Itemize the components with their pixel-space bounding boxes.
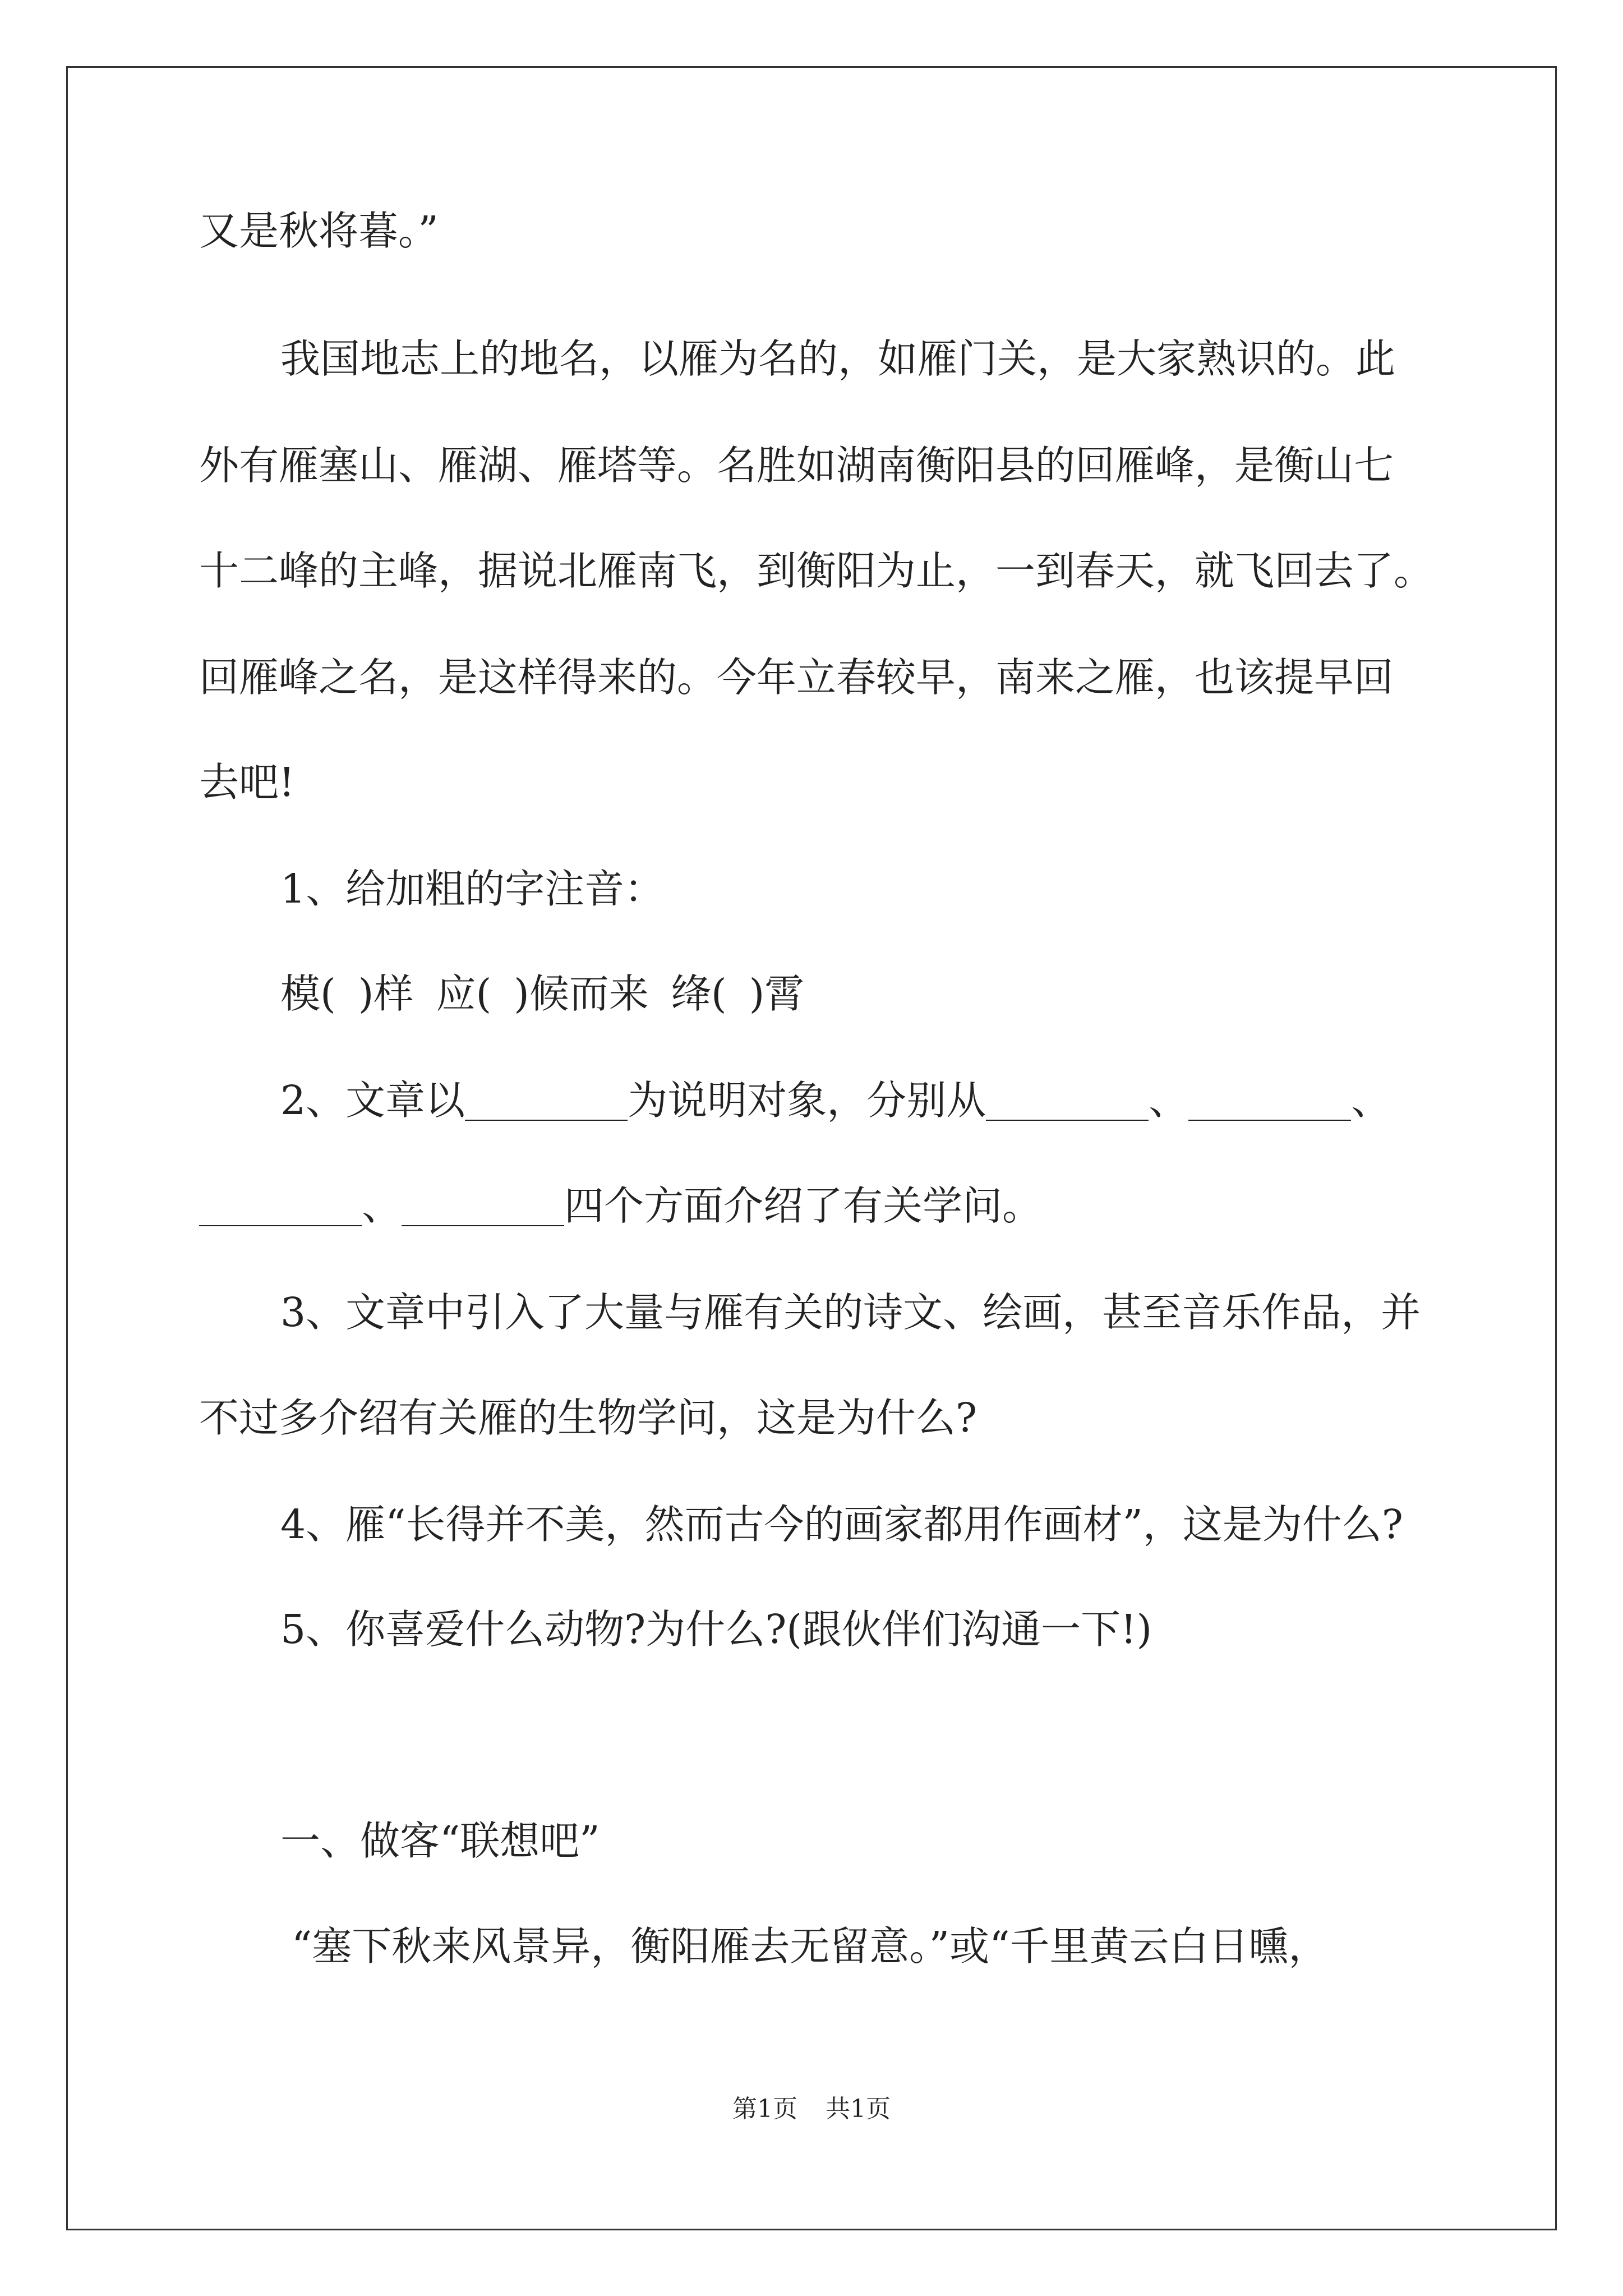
answer-blank-2[interactable] [986, 1120, 1149, 1121]
q2-start: 2、文章以 [280, 1077, 465, 1124]
q2-mid: 为说明对象，分别从 [628, 1077, 986, 1124]
item-a-rest: 样 [374, 970, 414, 1017]
question-2-line-2 [199, 1178, 1042, 1234]
item-b-char: 应 [436, 970, 476, 1017]
answer-blank-1[interactable] [465, 1120, 628, 1121]
answer-blank-3[interactable] [1188, 1120, 1351, 1121]
question-4: 4、雁“长得并不美，然而古今的画家都用作画材”，这是为什么? [280, 1501, 1403, 1548]
body-line-2: 我国地志上的地名，以雁为名的，如雁门关，是大家熟识的。此 [280, 335, 1396, 382]
q2-sep-3: 、 [362, 1182, 402, 1229]
page-total: 共1页 [826, 2095, 891, 2123]
item-b-rest: 候而来 [529, 970, 649, 1017]
section-text: “塞下秋来风景异，衡阳雁去无留意。”或“千里黄云白日曛， [292, 1923, 1329, 1970]
item-a-close: ) [358, 970, 374, 1017]
q2-sep-2: 、 [1351, 1077, 1391, 1124]
page-border [66, 66, 1557, 2230]
item-b-close: ) [514, 970, 529, 1017]
question-3-line-1: 3、文章中引入了大量与雁有关的诗文、绘画，甚至音乐作品，并 [280, 1289, 1421, 1336]
item-a-char: 模 [280, 970, 321, 1017]
item-a-open: ( [320, 970, 336, 1017]
page-footer [0, 2092, 1623, 2126]
page-number: 第1页 [732, 2095, 797, 2123]
section-title: 一、做客“联想吧” [280, 1818, 600, 1864]
body-line-6: 去吧! [199, 759, 295, 806]
body-line-4: 十二峰的主峰，据说北雁南飞，到衡阳为止，一到春天，就飞回去了。 [199, 547, 1434, 594]
body-line-5: 回雁峰之名，是这样得来的。今年立春较早，南来之雁，也该提早回 [199, 654, 1394, 701]
item-c-char: 绛 [671, 970, 711, 1017]
answer-blank-4[interactable] [199, 1225, 362, 1226]
body-line-3: 外有雁塞山、雁湖、雁塔等。名胜如湖南衡阳县的回雁峰，是衡山七 [199, 442, 1394, 489]
item-b-open: ( [476, 970, 492, 1017]
q2-end: 四个方面介绍了有关学问。 [564, 1182, 1043, 1229]
body-line-1: 又是秋将暮。” [199, 208, 439, 254]
answer-blank-5[interactable] [402, 1225, 564, 1226]
question-2-line-1 [280, 1073, 1391, 1129]
q2-sep-1: 、 [1149, 1077, 1189, 1124]
item-c-rest: 霄 [764, 970, 805, 1017]
question-5: 5、你喜爱什么动物?为什么?(跟伙伴们沟通一下!) [280, 1606, 1152, 1653]
item-c-open: ( [711, 970, 727, 1017]
question-1-items [280, 966, 804, 1022]
question-3-line-2: 不过多介绍有关雁的生物学问，这是为什么? [199, 1395, 978, 1441]
question-1: 1、给加粗的字注音： [280, 866, 665, 912]
item-c-close: ) [749, 970, 765, 1017]
